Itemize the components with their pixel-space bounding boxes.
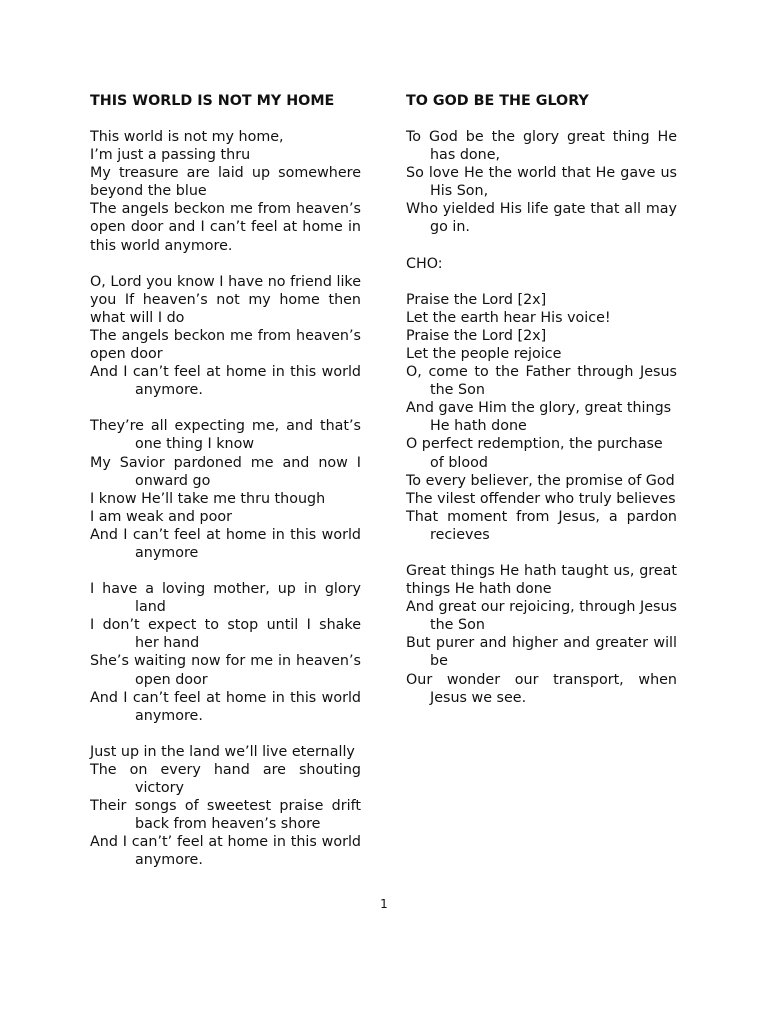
- lyric-line: I am weak and poor: [90, 508, 232, 525]
- lyric-line: The angels beckon me from heaven’s open door and I can’t feel at home in this world anymore.: [90, 201, 361, 254]
- stanza: [406, 255, 677, 273]
- lyric-line: Who yielded His life gate that all may go in.: [406, 201, 677, 236]
- lyric-line: Our wonder our transport, when Jesus we see.: [406, 671, 677, 706]
- lyric-line: I know He’ll take me thru though: [90, 490, 326, 507]
- page-number: 1: [380, 897, 388, 911]
- lyric-line: O, Lord you know I have no friend like you If heaven’s not my home then what will I do: [90, 273, 361, 326]
- lyric-line: And I can’t feel at home in this world anymore.: [90, 364, 361, 399]
- lyric-line: I have a loving mother, up in glory land: [90, 581, 361, 616]
- lyric-line: And I can’t feel at home in this world anymore.: [90, 689, 361, 724]
- lyric-line: Let the earth hear His voice!: [406, 309, 611, 326]
- stanza: [90, 580, 361, 725]
- lyric-line: And I can’t feel at home in this world anymore: [90, 526, 361, 561]
- lyric-line: Let the people rejoice: [406, 345, 562, 362]
- lyric-line: That moment from Jesus, a pardon recieves: [406, 508, 677, 543]
- lyric-line: The angels beckon me from heaven’s open door: [90, 327, 361, 363]
- lyric-line: I’m just a passing thru: [90, 147, 251, 164]
- lyric-line: And I can’t’ feel at home in this world anymore.: [90, 834, 361, 869]
- lyric-line: And gave Him the glory, great things: [406, 400, 672, 417]
- song-title: TO GOD BE THE GLORY: [406, 93, 589, 109]
- lyric-line: My treasure are laid up somewhere beyond the blue: [90, 165, 361, 200]
- stanza: [90, 743, 361, 870]
- lyric-line: The on every hand are shouting victory: [90, 761, 361, 796]
- song-column-right: [406, 92, 677, 725]
- lyric-line: They’re all expecting me, and that’s one thing I know: [90, 418, 361, 453]
- lyric-line: Just up in the land we’ll live eternally: [90, 743, 355, 760]
- lyric-line: Great things He hath taught us, great things He hath done: [406, 562, 677, 598]
- lyric-line: She’s waiting now for me in heaven’s open door: [90, 653, 361, 688]
- lyric-line: The vilest offender who truly believes: [406, 490, 676, 507]
- lyric-line: To God be the glory great thing He has done,: [406, 129, 677, 164]
- lyric-line: This world is not my home,: [90, 129, 284, 145]
- lyric-line: O, come to the Father through Jesus the Son: [406, 364, 677, 399]
- stanza: [90, 417, 361, 562]
- lyric-line: To every believer, the promise of God: [406, 472, 675, 489]
- lyric-line: of blood: [430, 454, 488, 471]
- lyric-line: But purer and higher and greater will be: [406, 635, 677, 670]
- stanza: [406, 128, 677, 237]
- lyric-line: Praise the Lord [2x]: [406, 291, 547, 308]
- song-column-left: [90, 92, 361, 887]
- stanza: [406, 562, 677, 707]
- lyric-line: So love He the world that He gave us His Son,: [406, 165, 677, 200]
- lyric-line: And great our rejoicing, through Jesus the Son: [406, 599, 677, 634]
- lyric-line: He hath done: [430, 418, 527, 435]
- lyric-line: My Savior pardoned me and now I onward go: [90, 454, 361, 489]
- lyric-line: O perfect redemption, the purchase: [406, 436, 663, 453]
- stanza: [406, 291, 677, 544]
- song-title: THIS WORLD IS NOT MY HOME: [90, 93, 335, 109]
- lyric-line: Praise the Lord [2x]: [406, 327, 547, 344]
- stanza: [90, 128, 361, 255]
- stanza: [90, 273, 361, 400]
- lyric-line: Their songs of sweetest praise drift back from heaven’s shore: [90, 798, 361, 833]
- lyric-line: I don’t expect to stop until I shake her hand: [90, 617, 361, 652]
- chorus-label: CHO:: [406, 255, 443, 272]
